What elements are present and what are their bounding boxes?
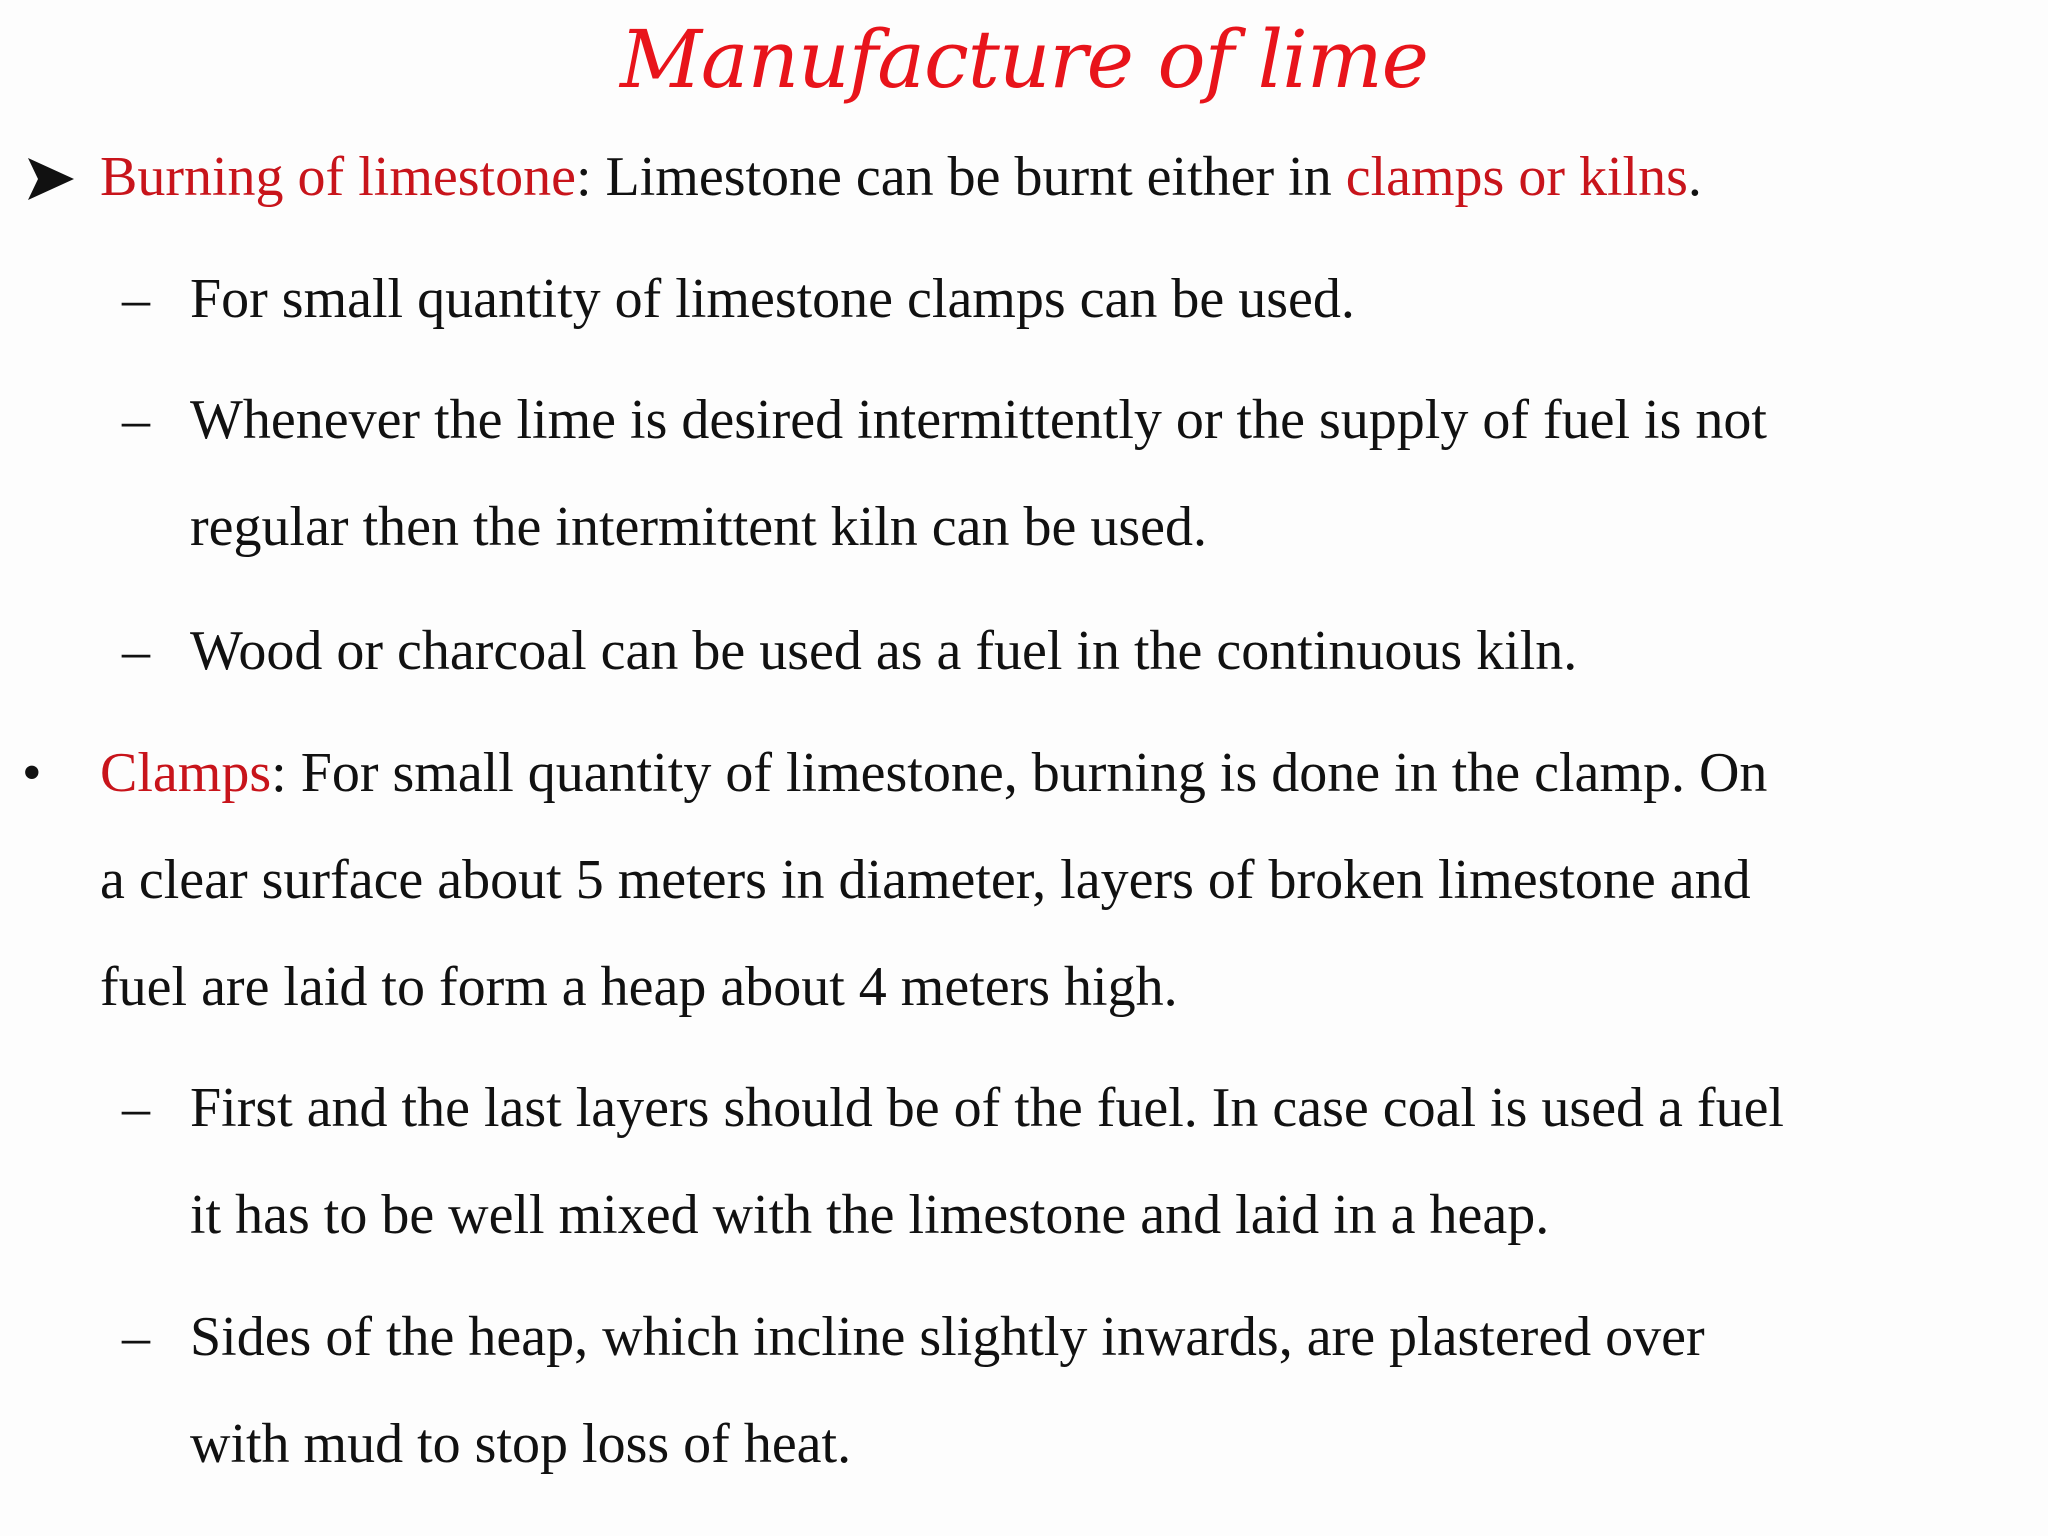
sub-item-intermittent-line-2: regular then the intermittent kiln can be used.: [190, 496, 1207, 558]
dash-marker: –: [122, 1306, 150, 1368]
sub-item-heap-sides-line-2: with mud to stop loss of heat.: [190, 1413, 852, 1475]
bullet-clamps-line-2: a clear surface about 5 meters in diameter, layers of broken limestone and: [100, 849, 1751, 911]
sub-item-fuel-layers-line-1: First and the last layers should be of the fuel. In case coal is used a fuel: [190, 1077, 1784, 1139]
highlight-clamps-or-kilns: clamps or kilns: [1345, 146, 1688, 208]
sub-item-wood-charcoal: Wood or charcoal can be used as a fuel in the continuous kiln.: [190, 620, 1578, 682]
arrow-bullet-icon: [24, 152, 78, 206]
term-clamps: Clamps: [100, 742, 272, 804]
bullet-text: For small quantity of limestone, burning is done in the clamp. On: [300, 742, 1768, 804]
period: .: [1687, 146, 1702, 208]
bullet-burning-of-limestone: [100, 142, 1702, 212]
dash-marker: –: [122, 389, 150, 451]
bullet-clamps-line-3: fuel are laid to form a heap about 4 meters high.: [100, 956, 1178, 1018]
dash-marker: –: [122, 268, 150, 330]
sub-item-intermittent-line-1: Whenever the lime is desired intermittently or the supply of fuel is not: [190, 389, 1767, 451]
slide-title: Manufacture of lime: [619, 13, 1429, 106]
bullet-clamps-line-1: [100, 738, 1767, 808]
sub-item-fuel-layers-line-2: it has to be well mixed with the limestone and laid in a heap.: [190, 1184, 1550, 1246]
dash-marker: –: [122, 1077, 150, 1139]
term-burning-of-limestone: Burning of limestone: [100, 146, 576, 208]
colon: :: [575, 146, 606, 208]
dot-bullet-icon: •: [22, 742, 42, 804]
sub-item-small-quantity: For small quantity of limestone clamps can be used.: [190, 268, 1355, 330]
dash-marker: –: [122, 620, 150, 682]
bullet-text: Limestone can be burnt either in: [605, 146, 1346, 208]
sub-item-heap-sides-line-1: Sides of the heap, which incline slightly inwards, are plastered over: [190, 1306, 1705, 1368]
colon: :: [271, 742, 301, 804]
